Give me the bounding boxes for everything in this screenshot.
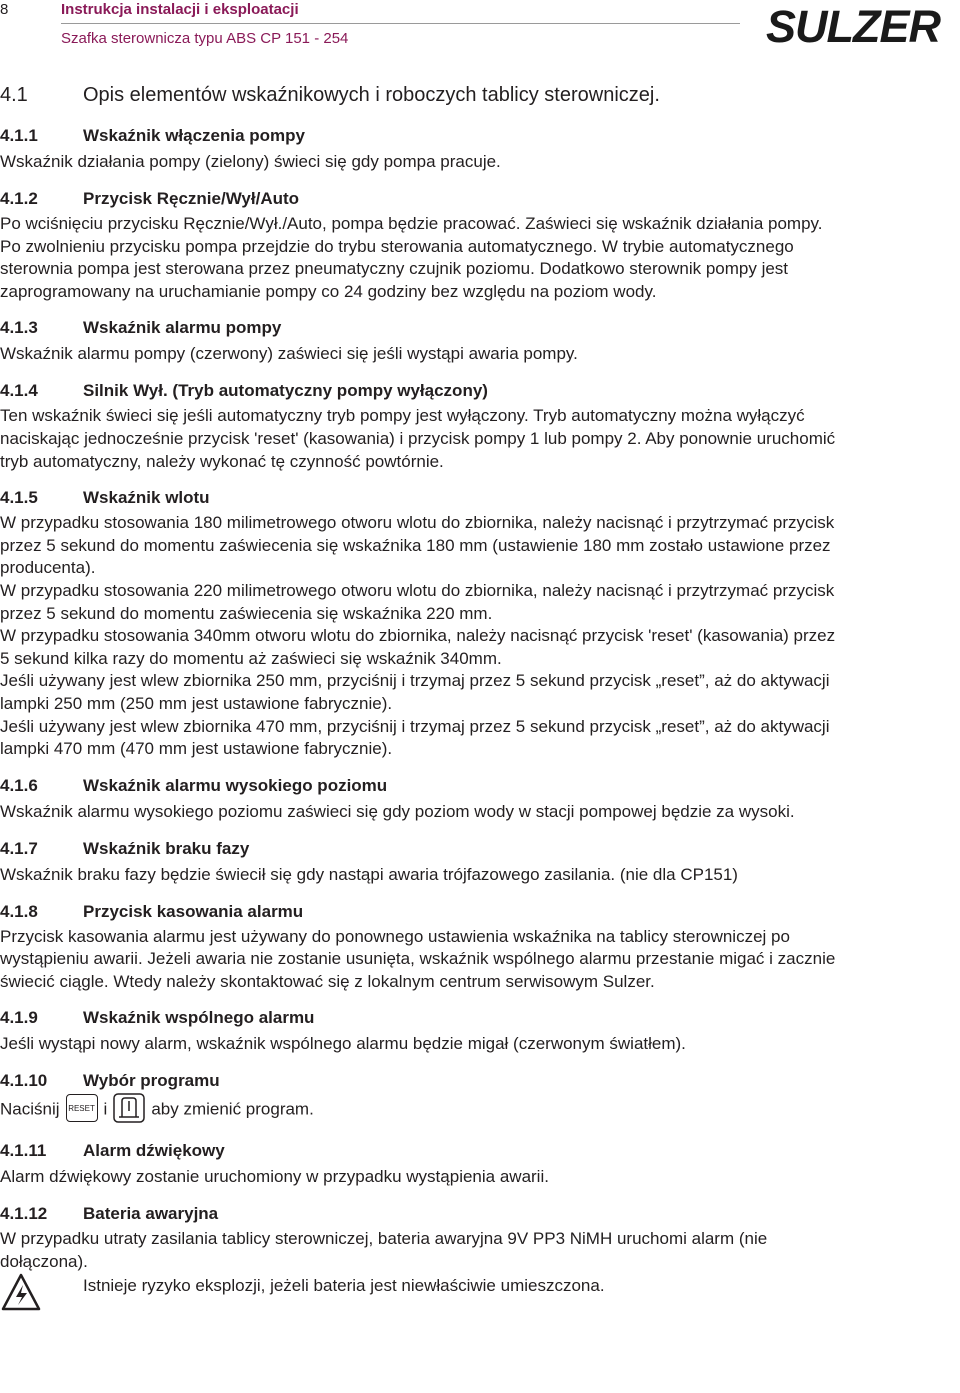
subsection-title: Wskaźnik alarmu pompy: [83, 318, 282, 338]
warning-row: [0, 1274, 960, 1298]
subsection-number: 4.1.7: [0, 838, 38, 858]
subsection-heading: [0, 836, 960, 862]
subsection-heading: [0, 378, 960, 404]
warning-text: Istnieje ryzyko eksplozji, jeżeli bateria jest niewłaściwie umieszczona.: [83, 1275, 605, 1295]
subsection-title: Wskaźnik wspólnego alarmu: [83, 1008, 315, 1028]
paragraph: Wskaźnik alarmu wysokiego poziomu zaświeci się gdy poziom wody w stacji pompowej będzie za wysoki.: [0, 801, 795, 821]
document-subtitle: Szafka sterownicza typu ABS CP 151 - 254: [61, 30, 349, 47]
paragraph-line: 5 sekund kilka razy do momentu aż zaświeci się wskaźnik 340mm.: [0, 648, 502, 668]
page-content: [0, 79, 960, 1298]
subsection-title: Wskaźnik braku fazy: [83, 838, 250, 858]
paragraph: [0, 1095, 960, 1125]
subsection-number: 4.1.9: [0, 1008, 38, 1028]
subsection-heading: [0, 899, 960, 925]
paragraph-line: świecić ciągle. Wtedy należy skontaktować się z lokalnym centrum serwisowym Sulzer.: [0, 971, 655, 991]
subsection-heading: [0, 315, 960, 341]
paragraph-line: Przycisk kasowania alarmu jest używany do ponownego ustawienia wskaźnika na tablicy sterowniczej po: [0, 926, 790, 946]
paragraph: Wskaźnik działania pompy (zielony) świeci się gdy pompa pracuje.: [0, 152, 501, 171]
subsection-number: 4.1.11: [0, 1141, 47, 1161]
paragraph-line: dołączona).: [0, 1252, 88, 1272]
paragraph: Wskaźnik alarmu pompy (czerwony) zaświeci się jeśli wystąpi awaria pompy.: [0, 344, 578, 364]
pump-button-icon: [113, 1093, 145, 1123]
subsection-number: 4.1.10: [0, 1071, 48, 1091]
subsection-number: 4.1.5: [0, 488, 38, 508]
text-fragment: aby zmienić program.: [151, 1099, 314, 1119]
paragraph: Wskaźnik braku fazy będzie świecił się gdy nastąpi awaria trójfazowego zasilania. (nie dla CP151): [0, 864, 738, 884]
paragraph-line: Ten wskaźnik świeci się jeśli automatyczny tryb pompy jest wyłączony. Tryb automatyczny można wyłączyć: [0, 406, 805, 426]
paragraph-line: przez 5 sekund do momentu zaświecenia się wskaźnika 180 mm (ustawienie 180 mm zostało ustawione przez: [0, 535, 831, 555]
paragraph-line: przez 5 sekund do momentu zaświecenia się wskaźnika 220 mm.: [0, 603, 493, 623]
subsection-title: Przycisk kasowania alarmu: [83, 901, 304, 921]
subsection-number: 4.1.2: [0, 189, 38, 208]
subsection-title: Wskaźnik wlotu: [83, 488, 210, 508]
subsection-number: 4.1.3: [0, 318, 38, 338]
reset-button-icon: RESET: [66, 1094, 98, 1122]
subsection-title: Bateria awaryjna: [83, 1204, 219, 1224]
subsection-heading: [0, 1201, 960, 1227]
paragraph-line: sterownia pompa jest sterowana przez pneumatyczny czujnik poziomu. Dodatkowo sterownik pompy jest: [0, 259, 789, 279]
subsection-title: Alarm dźwiękowy: [83, 1141, 225, 1161]
subsection-number: 4.1.6: [0, 775, 38, 795]
sulzer-logo: SULZER: [766, 1, 940, 52]
paragraph-line: naciskając jednocześnie przycisk 'reset' (kasowania) i przycisk pompy 1 lub pompy 2. Aby ponownie uruchomić: [0, 428, 836, 448]
paragraph: Jeśli wystąpi nowy alarm, wskaźnik wspólnego alarmu będzie migał (czerwonym światłem).: [0, 1034, 686, 1054]
high-voltage-warning-icon: [0, 1272, 42, 1312]
subsection-title: Wskaźnik włączenia pompy: [83, 126, 306, 145]
paragraph-line: zaprogramowany na uruchamianie pompy co 24 godziny bez względu na poziom wody.: [0, 281, 657, 301]
subsection-heading: [0, 773, 960, 799]
section-heading: [0, 79, 960, 111]
paragraph: Alarm dźwiękowy zostanie uruchomiony w przypadku wystąpienia awarii.: [0, 1167, 549, 1187]
subsection-number: 4.1.12: [0, 1204, 48, 1224]
paragraph-line: producenta).: [0, 558, 96, 578]
paragraph-line: W przypadku stosowania 220 milimetrowego otworu wlotu do zbiornika, należy nacisnąć i przytrzymać przycisk: [0, 580, 835, 600]
subsection-heading: [0, 123, 960, 149]
paragraph-line: Po zwolnieniu przycisku pompa przejdzie do trybu sterowania automatycznego. W trybie automatycznego: [0, 236, 794, 256]
subsection-heading: [0, 1138, 960, 1164]
header-rule: [61, 23, 740, 24]
section-number: 4.1: [0, 84, 28, 106]
paragraph-line: W przypadku utraty zasilania tablicy sterowniczej, bateria awaryjna 9V PP3 NiMH uruchomi alarm (nie: [0, 1229, 768, 1249]
paragraph-line: Jeśli używany jest wlew zbiornika 250 mm, przyciśnij i trzymaj przez 5 sekund przycisk „reset”, aż do aktywacji: [0, 671, 830, 691]
paragraph-line: lampki 470 mm (470 mm jest ustawione fabrycznie).: [0, 739, 393, 759]
text-fragment: i: [103, 1099, 108, 1119]
subsection-heading: [0, 1068, 960, 1094]
document-title: Instrukcja instalacji i eksploatacji: [61, 1, 299, 18]
paragraph-line: W przypadku stosowania 180 milimetrowego otworu wlotu do zbiornika, należy nacisnąć i przytrzymać przycisk: [0, 513, 835, 533]
subsection-heading: [0, 1005, 960, 1031]
subsection-number: 4.1.4: [0, 381, 38, 401]
subsection-number: 4.1.8: [0, 901, 38, 921]
paragraph-line: Po wciśnięciu przycisku Ręcznie/Wył./Auto, pompa będzie pracować. Zaświeci się wskaźnik działania pompy.: [0, 214, 823, 233]
paragraph-line: wystąpieniu awarii. Jeżeli awaria nie zostanie usunięta, wskaźnik wspólnego alarmu przestanie migać i zacznie: [0, 949, 836, 969]
paragraph-line: tryb automatyczny, należy wykonać tę czynność powtórnie.: [0, 451, 444, 471]
page-number: 8: [0, 1, 9, 18]
paragraph-line: Jeśli używany jest wlew zbiornika 470 mm, przyciśnij i trzymaj przez 5 sekund przycisk „reset”, aż do aktywacji: [0, 716, 830, 736]
text-fragment: Naciśnij: [0, 1099, 60, 1119]
paragraph-line: W przypadku stosowania 340mm otworu wlotu do zbiornika, należy nacisnąć przycisk 'reset' (kasowania) przez: [0, 626, 836, 646]
subsection-heading: [0, 485, 960, 511]
subsection-number: 4.1.1: [0, 126, 38, 145]
paragraph-line: lampki 250 mm (250 mm jest ustawione fabrycznie).: [0, 693, 393, 713]
subsection-title: Przycisk Ręcznie/Wył/Auto: [83, 189, 300, 208]
subsection-title: Wybór programu: [83, 1071, 220, 1091]
section-title: Opis elementów wskaźnikowych i roboczych tablicy sterowniczej.: [83, 84, 660, 106]
subsection-title: Silnik Wył. (Tryb automatyczny pompy wyłączony): [83, 381, 488, 401]
subsection-heading: [0, 186, 960, 212]
subsection-title: Wskaźnik alarmu wysokiego poziomu: [83, 775, 388, 795]
